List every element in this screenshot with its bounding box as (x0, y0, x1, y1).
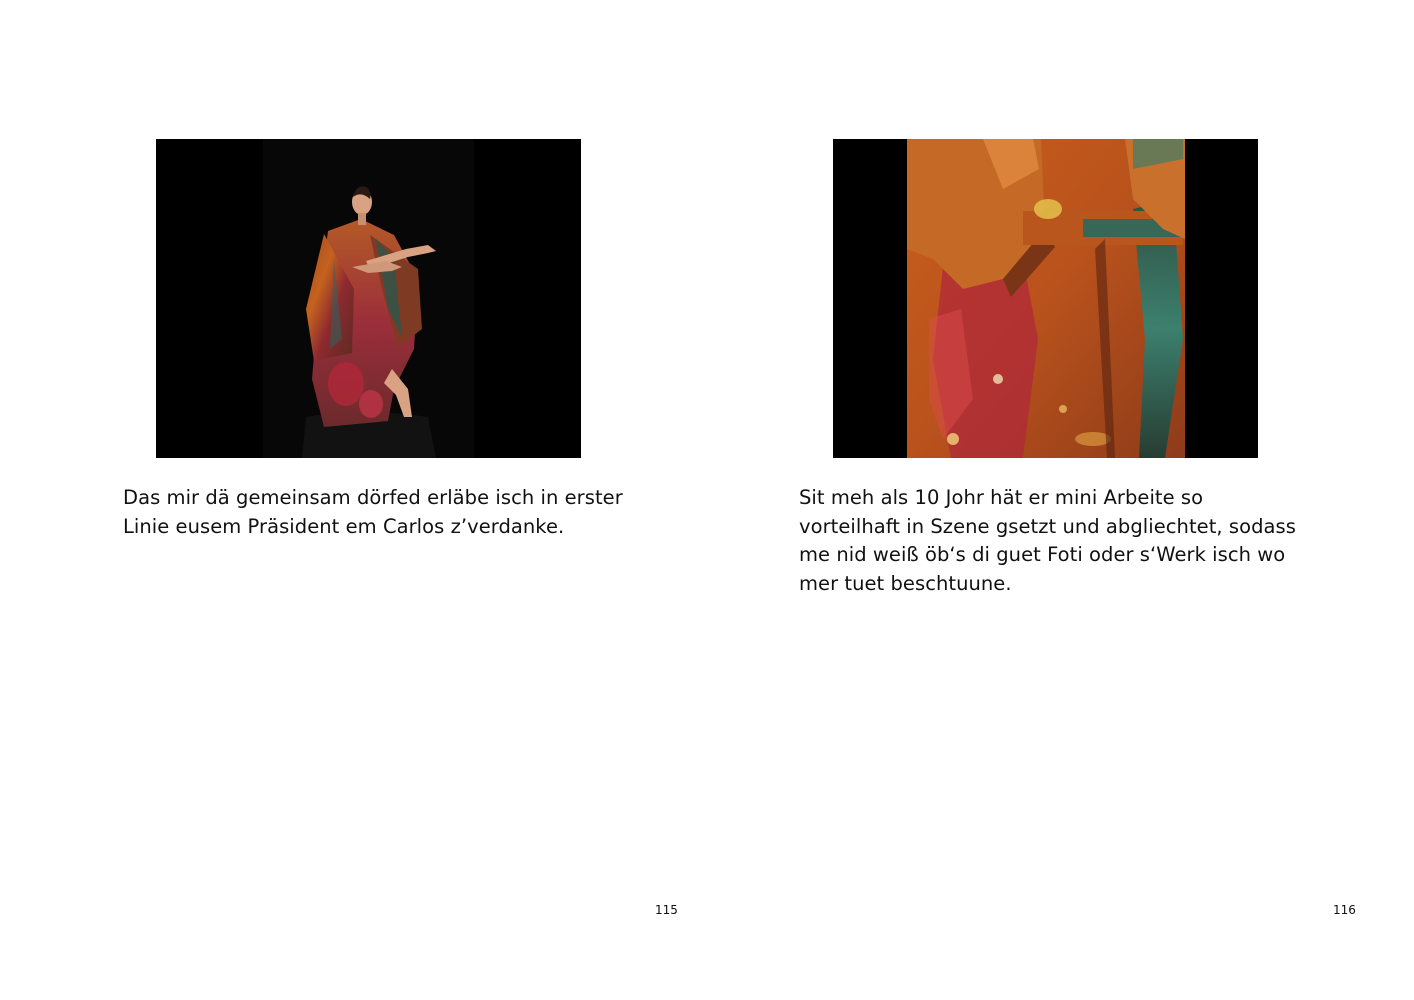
dancer-image (156, 139, 581, 458)
painted-fabric-detail-photo (833, 139, 1258, 458)
right-body-text: Sit meh als 10 Johr hät er mini Arbeite so vorteilhaft in Szene gsetzt und abgliechtet, sodass me nid weiß öb‘s di guet Foti oder s‘Werk isch wo mer tuet beschtuune. (799, 486, 1296, 595)
dancer-in-kimono-photo (156, 139, 581, 458)
page-number-right: 116 (1333, 903, 1356, 917)
right-page (707, 0, 1414, 1000)
fabric-image (833, 139, 1258, 458)
left-body-text: Das mir dä gemeinsam dörfed erläbe isch in erster Linie eusem Präsident em Carlos z’verdanke. (123, 486, 623, 538)
page-number-left: 115 (655, 903, 678, 917)
